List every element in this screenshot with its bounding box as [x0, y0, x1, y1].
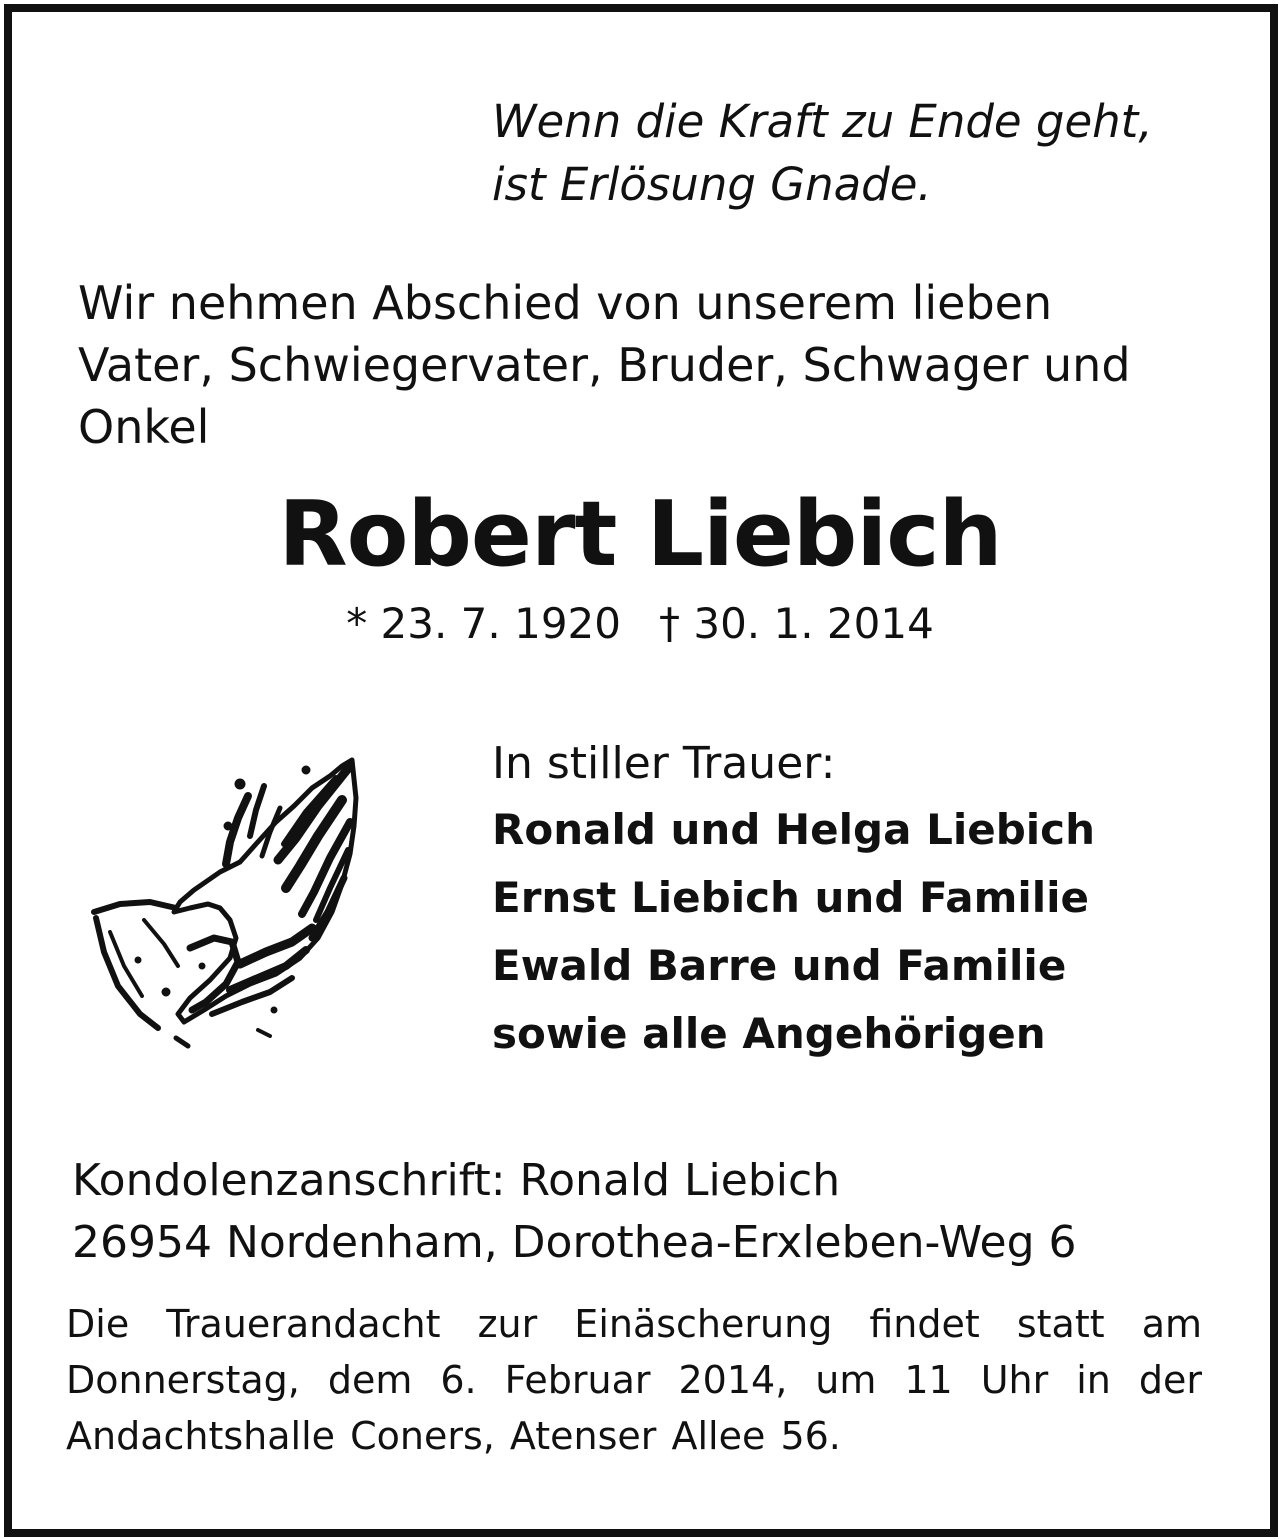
mourners-block — [492, 732, 1095, 1068]
mourner-family: Ronald und Helga Liebich — [492, 805, 1095, 854]
condolence-line-1: Kondolenzanschrift: Ronald Liebich — [72, 1155, 841, 1206]
intro-line-1: Wir nehmen Abschied von unserem lieben — [78, 276, 1053, 330]
praying-hands-icon — [80, 752, 380, 1052]
motto-line-2: ist Erlösung Gnade. — [492, 158, 932, 211]
mourners-label: In stiller Trauer: — [492, 738, 836, 789]
ceremony-notice: Die Trauerandacht zur Einäscherung findet statt am Donnerstag, dem 6. Februar 2014, um 11 Uhr in der Andachtshalle Coners, Atenser Allee 56. — [66, 1302, 1202, 1458]
intro-line-3: Onkel — [78, 400, 210, 454]
life-dates — [0, 594, 1280, 654]
motto-quote — [492, 90, 1153, 216]
mourner-family: Ewald Barre und Familie — [492, 941, 1067, 990]
condolence-address — [72, 1150, 1077, 1274]
intro-line-2: Vater, Schwiegervater, Bruder, Schwager und — [78, 338, 1131, 392]
mourner-family: Ernst Liebich und Familie — [492, 873, 1090, 922]
deceased-name: Robert Liebich — [278, 482, 1002, 587]
death-date: † 30. 1. 2014 — [659, 599, 934, 648]
birth-date: * 23. 7. 1920 — [346, 599, 621, 648]
mourner-family: sowie alle Angehörigen — [492, 1009, 1046, 1058]
farewell-intro — [78, 272, 1131, 458]
motto-line-1: Wenn die Kraft zu Ende geht, — [492, 95, 1153, 148]
condolence-line-2: 26954 Nordenham, Dorothea-Erxleben-Weg 6 — [72, 1217, 1077, 1268]
